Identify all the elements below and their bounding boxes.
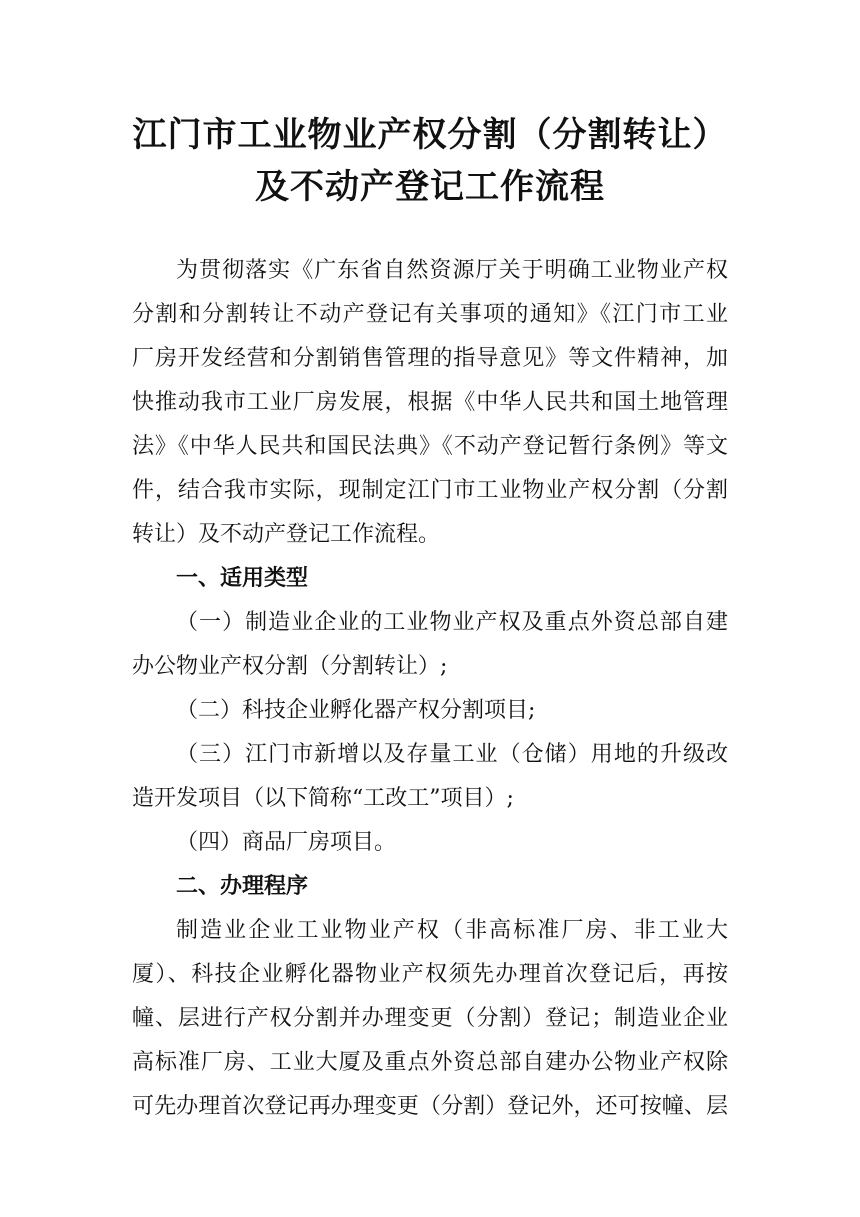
intro-line: 分割和分割转让不动产登记有关事项的通知》《江门市工业 xyxy=(132,302,728,327)
intro-line: 法》《中华人民共和国民法典》《不动产登记暂行条例》等文 xyxy=(132,434,728,459)
body-line: 可先办理首次登记再办理变更（分割）登记外，还可按幢、层 xyxy=(132,1094,728,1119)
intro-line: 厂房开发经营和分割销售管理的指导意见》等文件精神，加 xyxy=(132,346,728,371)
intro-line: 转让）及不动产登记工作流程。 xyxy=(132,522,441,547)
list-item: （二）科技企业孵化器产权分割项目; xyxy=(176,698,536,723)
section-heading: 一、适用类型 xyxy=(176,566,309,591)
list-item-continuation: 办公物业产权分割（分割转让）; xyxy=(132,654,448,679)
document-title-line-1: 江门市工业物业产权分割（分割转让） xyxy=(132,115,728,155)
section-heading: 二、办理程序 xyxy=(176,874,309,899)
body-line: 制造业企业工业物业产权（非高标准厂房、非工业大 xyxy=(176,918,728,943)
body-line: 幢、层进行产权分割并办理变更（分割）登记；制造业企业 xyxy=(132,1006,728,1031)
list-item: （四）商品厂房项目。 xyxy=(176,830,397,855)
intro-line: 快推动我市工业厂房发展，根据《中华人民共和国土地管理 xyxy=(132,390,728,415)
body-line: 厦）、科技企业孵化器物业产权须先办理首次登记后，再按 xyxy=(132,962,728,987)
body-line: 高标准厂房、工业大厦及重点外资总部自建办公物业产权除 xyxy=(132,1050,728,1075)
intro-line: 件，结合我市实际，现制定江门市工业物业产权分割（分割 xyxy=(132,478,728,503)
list-item-continuation: 造开发项目（以下简称“工改工”项目）; xyxy=(132,786,514,811)
intro-line: 为贯彻落实《广东省自然资源厅关于明确工业物业产权 xyxy=(176,258,728,283)
list-item: （一）制造业企业的工业物业产权及重点外资总部自建 xyxy=(176,610,728,635)
document-title-line-2: 及不动产登记工作流程 xyxy=(255,167,605,207)
list-item: （三）江门市新增以及存量工业（仓储）用地的升级改 xyxy=(176,742,728,767)
